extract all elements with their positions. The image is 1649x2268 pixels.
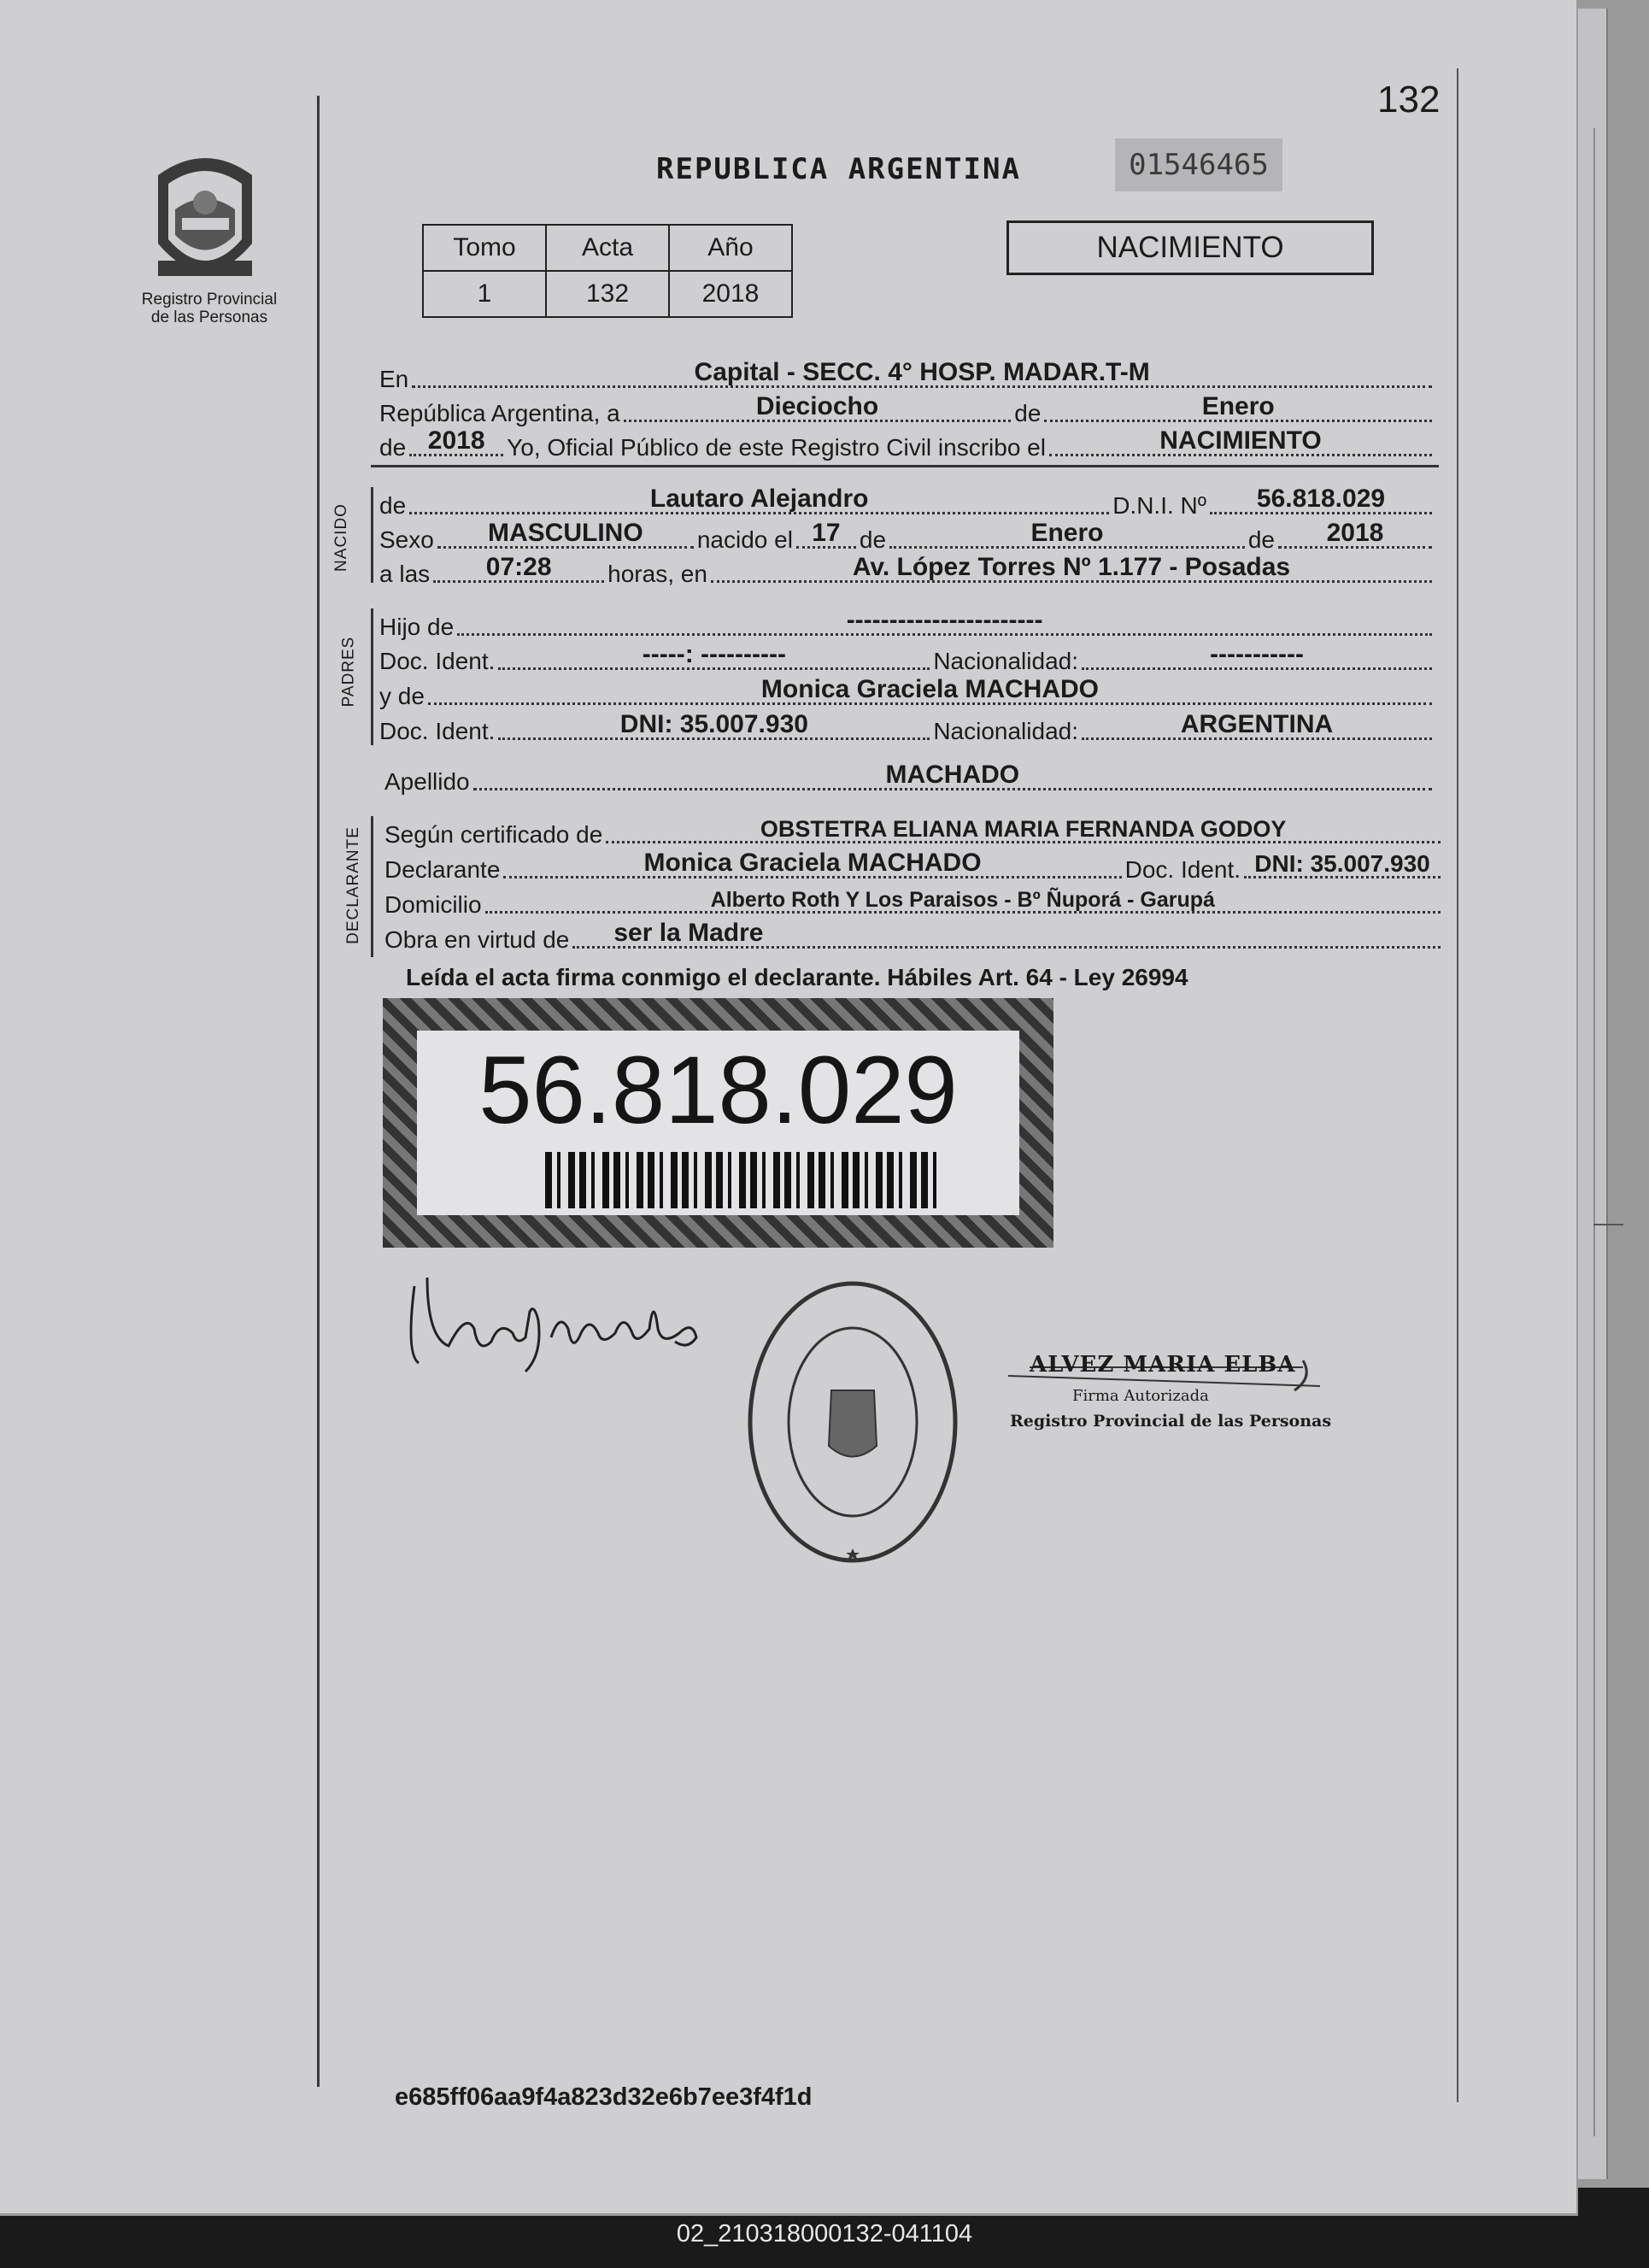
legal-footnote: Leída el acta firma conmigo el declarante. Hábiles Art. 64 - Ley 26994 — [406, 964, 1188, 990]
domicilio-value: Alberto Roth Y Los Paraisos - Bº Ñuporá - Garupá — [710, 888, 1215, 912]
dni-sticker-inner — [417, 1031, 1019, 1215]
nacido-bracket — [371, 487, 373, 583]
certificado-row — [384, 816, 1444, 850]
page-edge — [1593, 128, 1595, 2136]
birth-year: 2018 — [1326, 519, 1384, 547]
declarant-signature — [397, 1260, 726, 1389]
mother-doc-row — [379, 710, 1435, 747]
act-type-box: NACIMIENTO — [1006, 220, 1374, 275]
sexo-value: MASCULINO — [488, 519, 643, 547]
nacido-de2-label: de — [859, 526, 887, 553]
logo-caption — [111, 291, 308, 326]
horas-label: horas, en — [607, 561, 707, 587]
official-role: Firma Autorizada — [1072, 1387, 1209, 1405]
father-name: ----------------------- — [846, 606, 1043, 634]
birth-hour: 07:28 — [485, 553, 552, 581]
tomo-acta-anio-table — [422, 224, 793, 318]
inscribe-value: NACIMIENTO — [1159, 426, 1322, 455]
official-name: ALVEZ MARIA ELBA — [1030, 1352, 1296, 1378]
anio-value: 2018 — [669, 271, 792, 317]
hora-row — [379, 555, 1435, 590]
document-hash: e685ff06aa9f4a823d32e6b7ee3f4f1d — [395, 2083, 813, 2111]
hijo-de-row — [379, 608, 1435, 643]
padres-bracket — [371, 608, 373, 745]
month-value: Enero — [1201, 392, 1275, 420]
en-label: En — [379, 366, 409, 392]
declarante-row — [384, 851, 1444, 885]
mother-doc: DNI: 35.007.930 — [619, 710, 808, 738]
alas-label: a las — [379, 561, 431, 587]
republica-label: República Argentina, a — [379, 400, 620, 426]
declarante-label: Declarante — [384, 856, 501, 883]
declarante-doc: DNI: 35.007.930 — [1254, 850, 1430, 877]
certificado-value: OBSTETRA ELIANA MARIA FERNANDA GODOY — [760, 816, 1287, 842]
en-row — [379, 358, 1435, 395]
barcode-icon — [545, 1152, 938, 1208]
day-value: Dieciocho — [755, 392, 879, 420]
section-divider — [371, 465, 1439, 467]
nacido-el-label: nacido el — [696, 526, 793, 553]
birth-month: Enero — [1030, 519, 1104, 547]
serial-number: 01546465 — [1115, 138, 1282, 191]
father-doc-row — [379, 640, 1435, 677]
de-label: de — [1014, 400, 1042, 426]
sexo-row — [379, 521, 1435, 555]
right-margin-line — [1457, 68, 1458, 2102]
y-de-label: y de — [379, 683, 425, 709]
registry-seal — [742, 1275, 964, 1570]
obra-value: ser la Madre — [613, 919, 764, 947]
declarante-doc-label: Doc. Ident. — [1124, 856, 1241, 883]
en-value: Capital - SECC. 4° HOSP. MADAR.T-M — [694, 358, 1150, 386]
father-doc: -----: ---------- — [642, 640, 786, 668]
nacido-de-label: de — [379, 492, 407, 519]
child-name: Lautaro Alejandro — [649, 485, 869, 513]
acta-header: Acta — [546, 225, 669, 271]
logo-caption-line-2: de las Personas — [150, 308, 268, 326]
mother-name-row — [379, 675, 1435, 712]
domicilio-row — [384, 886, 1444, 920]
logo-caption-line-1: Registro Provincial — [141, 291, 278, 308]
nacido-section-label: NACIDO — [332, 503, 350, 572]
mother-nac-label: Nacionalidad: — [933, 718, 1078, 744]
father-doc-label: Doc. Ident. — [379, 648, 496, 674]
official-org: Registro Provincial de las Personas — [1010, 1412, 1332, 1431]
father-nationality: ----------- — [1210, 640, 1304, 668]
year-value: 2018 — [427, 426, 485, 455]
dni-sticker-number: 56.818.029 — [478, 1037, 958, 1143]
tomo-header: Tomo — [423, 225, 546, 271]
mother-nationality: ARGENTINA — [1180, 710, 1334, 738]
declarante-section-label: DECLARANTE — [343, 826, 362, 944]
document-title: REPUBLICA ARGENTINA — [656, 152, 1021, 186]
birth-day: 17 — [812, 519, 841, 547]
hijo-de-label: Hijo de — [379, 614, 455, 640]
republica-row — [379, 392, 1435, 429]
sexo-label: Sexo — [379, 526, 434, 553]
dni-sticker — [383, 998, 1053, 1248]
tomo-value: 1 — [423, 271, 546, 317]
father-nac-label: Nacionalidad: — [933, 648, 1078, 674]
child-dni: 56.818.029 — [1256, 485, 1386, 513]
officer-text: Yo, Oficial Público de este Registro Civil inscribo el — [507, 434, 1046, 461]
declarante-value: Monica Graciela MACHADO — [643, 849, 982, 877]
de2-label: de — [379, 434, 407, 461]
apellido-row — [384, 763, 1435, 797]
officer-row — [379, 426, 1435, 463]
mother-doc-label: Doc. Ident. — [379, 718, 496, 744]
domicilio-label: Domicilio — [384, 891, 482, 918]
page-number: 132 — [1377, 79, 1441, 120]
file-name-caption: 02_210318000132-041104 — [676, 2220, 973, 2247]
declarante-bracket — [371, 816, 373, 957]
anio-header: Año — [669, 225, 792, 271]
acta-value: 132 — [546, 271, 669, 317]
obra-label: Obra en virtud de — [384, 926, 570, 953]
obra-row — [384, 921, 1444, 955]
page-edge-mark — [1593, 1224, 1623, 1225]
nacido-de3-label: de — [1247, 526, 1275, 553]
apellido-label: Apellido — [384, 768, 470, 795]
padres-section-label: PADRES — [339, 636, 358, 708]
left-margin-line — [317, 96, 320, 2087]
birth-place: Av. López Torres Nº 1.177 - Posadas — [852, 553, 1291, 581]
nacido-name-row — [379, 487, 1435, 521]
certificado-label: Según certificado de — [384, 821, 603, 848]
apellido-value: MACHADO — [885, 761, 1020, 789]
misiones-coat-of-arms-icon — [141, 150, 269, 291]
dni-label: D.N.I. Nº — [1112, 492, 1206, 519]
mother-name: Monica Graciela MACHADO — [760, 675, 1100, 703]
